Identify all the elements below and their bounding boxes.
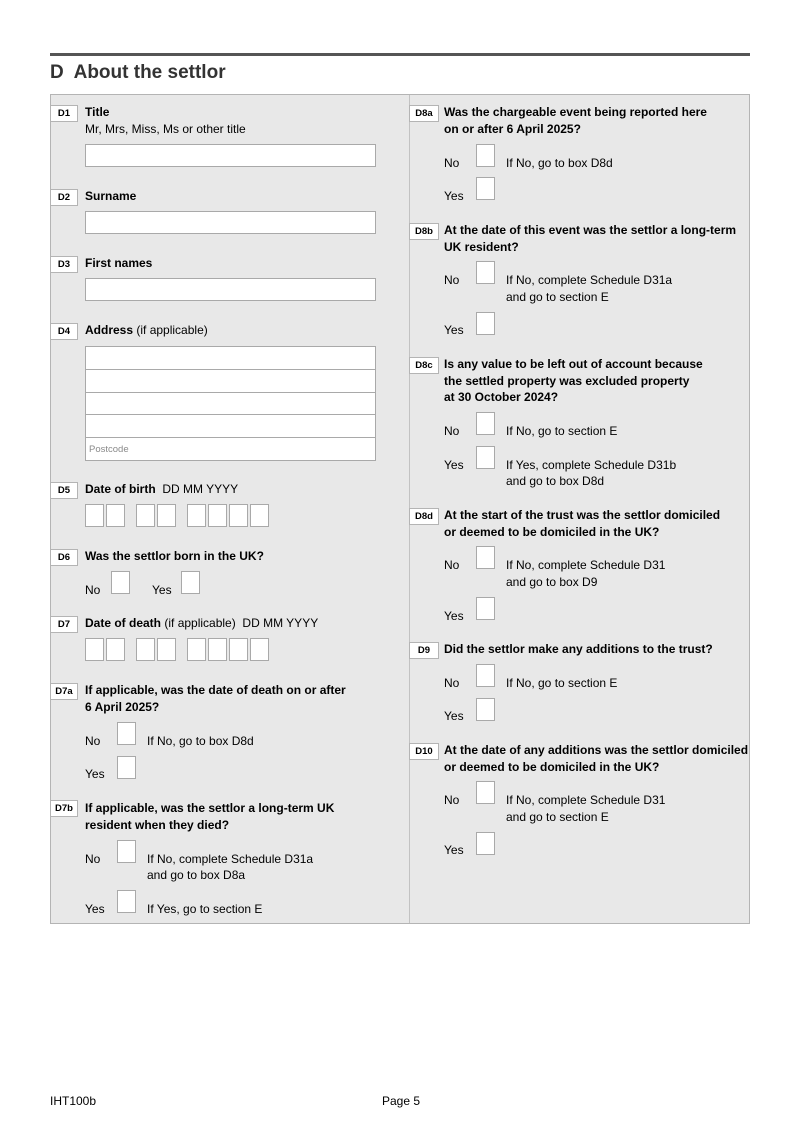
d7b-yes-label: Yes — [85, 902, 105, 916]
d8b-no-note-2: and go to section E — [506, 290, 609, 304]
box-number-d4: D4 — [50, 323, 78, 340]
d5-format: DD MM YYYY — [162, 482, 239, 496]
d8c-label-line1: Is any value to be left out of account because — [444, 357, 703, 371]
d9-no-checkbox[interactable] — [476, 664, 495, 687]
box-number-d3: D3 — [50, 256, 78, 273]
d8d-no-note-1: If No, complete Schedule D31 — [506, 558, 666, 572]
dob-day-digit-2[interactable] — [106, 504, 125, 527]
box-number-d9: D9 — [409, 642, 439, 659]
d9-label: Did the settlor make any additions to the trust? — [444, 642, 713, 656]
address-line-divider — [86, 437, 375, 438]
d8b-no-label: No — [444, 273, 460, 287]
d9-yes-checkbox[interactable] — [476, 698, 495, 721]
box-number-d1: D1 — [50, 105, 78, 122]
dod-month-digit-2[interactable] — [157, 638, 176, 661]
box-number-d8d: D8d — [409, 508, 439, 525]
d7a-no-checkbox[interactable] — [117, 722, 136, 745]
address-line-divider — [86, 392, 375, 393]
d7b-yes-checkbox[interactable] — [117, 890, 136, 913]
d9-yes-label: Yes — [444, 709, 464, 723]
box-number-d8c: D8c — [409, 357, 439, 374]
d6-yes-checkbox[interactable] — [181, 571, 200, 594]
dod-year-digit-2[interactable] — [208, 638, 227, 661]
dob-year-digit-1[interactable] — [187, 504, 206, 527]
d8a-no-checkbox[interactable] — [476, 144, 495, 167]
box-number-d6: D6 — [50, 549, 78, 566]
d9-no-label: No — [444, 676, 460, 690]
d8c-yes-label: Yes — [444, 458, 464, 472]
d8d-no-checkbox[interactable] — [476, 546, 495, 569]
d6-no-checkbox[interactable] — [111, 571, 130, 594]
d10-yes-checkbox[interactable] — [476, 832, 495, 855]
d8d-yes-checkbox[interactable] — [476, 597, 495, 620]
box-number-d2: D2 — [50, 189, 78, 206]
dob-month-digit-1[interactable] — [136, 504, 155, 527]
d1-hint: Mr, Mrs, Miss, Ms or other title — [85, 122, 246, 136]
page-number: Page 5 — [382, 1094, 421, 1108]
d10-yes-label: Yes — [444, 843, 464, 857]
d8b-label-line1: At the date of this event was the settlor a long-term — [444, 223, 737, 237]
d8d-label-line1: At the start of the trust was the settlor domiciled — [444, 508, 721, 522]
d8c-yes-checkbox[interactable] — [476, 446, 495, 469]
dod-day-digit-1[interactable] — [85, 638, 104, 661]
box-number-d7b: D7b — [50, 800, 78, 817]
d8c-label-line3: at 30 October 2024? — [444, 390, 559, 404]
d7a-yes-label: Yes — [85, 767, 105, 781]
d8c-no-label: No — [444, 424, 460, 438]
first-names-field[interactable] — [85, 278, 376, 301]
d7a-yes-checkbox[interactable] — [117, 756, 136, 779]
d6-label: Was the settlor born in the UK? — [85, 549, 264, 563]
address-line-divider — [86, 369, 375, 370]
dod-month-digit-1[interactable] — [136, 638, 155, 661]
d7b-yes-note: If Yes, go to section E — [147, 902, 263, 916]
d7b-no-checkbox[interactable] — [117, 840, 136, 863]
address-field[interactable] — [85, 346, 376, 461]
d4-extra: (if applicable) — [136, 323, 208, 337]
d8d-yes-label: Yes — [444, 609, 464, 623]
d7b-no-note-2: and go to box D8a — [147, 868, 246, 882]
dod-year-digit-4[interactable] — [250, 638, 269, 661]
d7-extra: (if applicable) — [164, 616, 236, 630]
d10-no-note-2: and go to section E — [506, 810, 609, 824]
d8c-no-note: If No, go to section E — [506, 424, 618, 438]
d5-label-wrap — [85, 481, 238, 498]
form-code: IHT100b — [50, 1094, 97, 1108]
postcode-placeholder: Postcode — [89, 444, 129, 455]
d5-label: Date of birth — [85, 482, 156, 496]
d9-no-note: If No, go to section E — [506, 676, 618, 690]
dod-year-digit-3[interactable] — [229, 638, 248, 661]
box-number-d10: D10 — [409, 743, 439, 760]
d8c-no-checkbox[interactable] — [476, 412, 495, 435]
dod-day-digit-2[interactable] — [106, 638, 125, 661]
d4-label: Address — [85, 323, 134, 337]
box-number-d5: D5 — [50, 482, 78, 499]
dob-year-digit-2[interactable] — [208, 504, 227, 527]
d7-label: Date of death — [85, 616, 162, 630]
section-letter: D — [50, 62, 64, 83]
d7b-no-label: No — [85, 852, 101, 866]
d3-label: First names — [85, 256, 153, 270]
d10-label-line2: or deemed to be domiciled in the UK? — [444, 760, 660, 774]
d7a-no-label: No — [85, 734, 101, 748]
dob-day-digit-1[interactable] — [85, 504, 104, 527]
d10-label-line1: At the date of any additions was the settlor domiciled — [444, 743, 749, 757]
box-number-d8b: D8b — [409, 223, 439, 240]
d7-label-wrap — [85, 615, 318, 632]
box-number-d7: D7 — [50, 616, 78, 633]
d8d-no-label: No — [444, 558, 460, 572]
d8b-no-checkbox[interactable] — [476, 261, 495, 284]
d8a-yes-label: Yes — [444, 189, 464, 203]
d8b-label-line2: UK resident? — [444, 240, 519, 254]
d10-no-note-1: If No, complete Schedule D31 — [506, 793, 666, 807]
title-field[interactable] — [85, 144, 376, 167]
d8d-label-line2: or deemed to be domiciled in the UK? — [444, 525, 660, 539]
d8c-yes-note-2: and go to box D8d — [506, 474, 605, 488]
d6-yes-label: Yes — [152, 583, 172, 597]
d8a-label-line1: Was the chargeable event being reported here — [444, 105, 707, 119]
d8a-no-label: No — [444, 156, 460, 170]
address-line-divider — [86, 414, 375, 415]
d7b-no-note-1: If No, complete Schedule D31a — [147, 852, 314, 866]
section-title — [50, 62, 226, 84]
d8a-yes-checkbox[interactable] — [476, 177, 495, 200]
d10-no-label: No — [444, 793, 460, 807]
d8a-no-note: If No, go to box D8d — [506, 156, 613, 170]
d8a-label-line2: on or after 6 April 2025? — [444, 122, 581, 136]
d8b-yes-checkbox[interactable] — [476, 312, 495, 335]
box-number-d8a: D8a — [409, 105, 439, 122]
d7a-label-line2: 6 April 2025? — [85, 700, 160, 714]
dob-year-digit-4[interactable] — [250, 504, 269, 527]
d1-label: Title — [85, 105, 110, 119]
d8b-no-note-1: If No, complete Schedule D31a — [506, 273, 673, 287]
d2-label: Surname — [85, 189, 137, 203]
d7a-label-line1: If applicable, was the date of death on or after — [85, 683, 346, 697]
d7-format: DD MM YYYY — [242, 616, 319, 630]
d10-no-checkbox[interactable] — [476, 781, 495, 804]
d8c-yes-note-1: If Yes, complete Schedule D31b — [506, 458, 677, 472]
d7b-label-line2: resident when they died? — [85, 818, 230, 832]
d4-label-wrap — [85, 322, 208, 339]
dod-year-digit-1[interactable] — [187, 638, 206, 661]
d6-no-label: No — [85, 583, 101, 597]
d7b-label-line1: If applicable, was the settlor a long-term UK — [85, 801, 335, 815]
section-name: About the settlor — [73, 62, 226, 83]
dob-month-digit-2[interactable] — [157, 504, 176, 527]
d8b-yes-label: Yes — [444, 323, 464, 337]
dob-year-digit-3[interactable] — [229, 504, 248, 527]
surname-field[interactable] — [85, 211, 376, 234]
d7a-no-note: If No, go to box D8d — [147, 734, 254, 748]
d8d-no-note-2: and go to box D9 — [506, 575, 598, 589]
d8c-label-line2: the settled property was excluded property — [444, 374, 690, 388]
box-number-d7a: D7a — [50, 683, 78, 700]
section-rule — [50, 53, 750, 56]
